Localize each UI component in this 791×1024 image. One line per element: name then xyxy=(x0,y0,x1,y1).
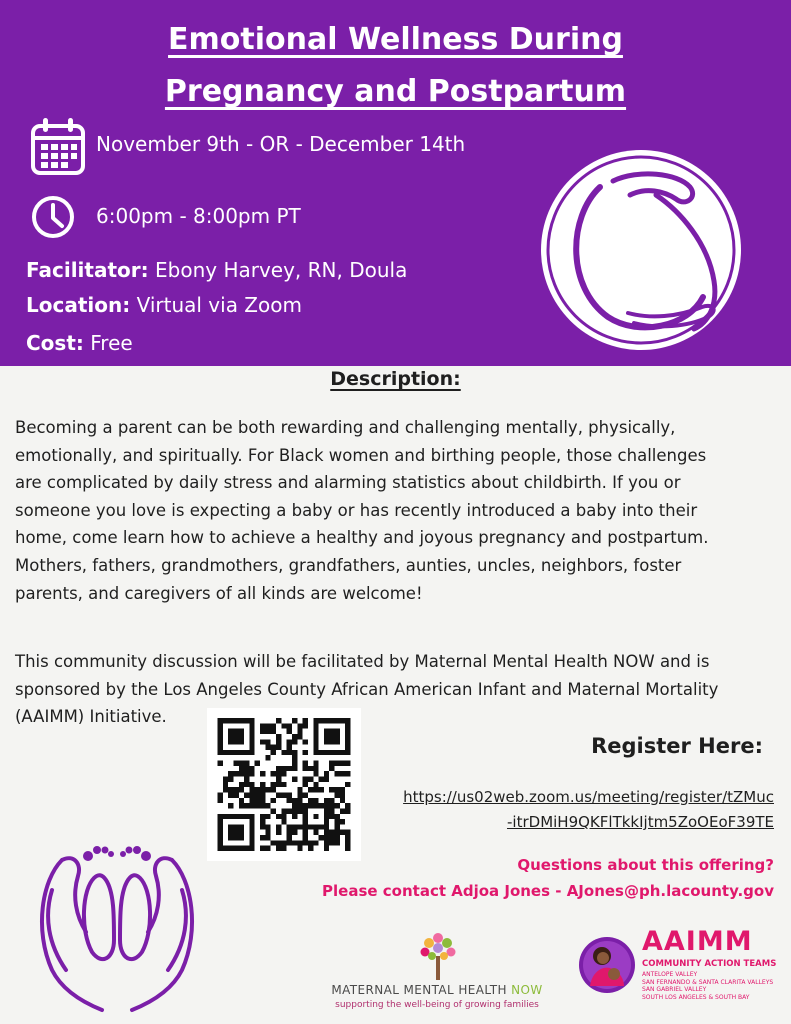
para2-line: This community discussion will be facilitated by Maternal Mental Health NOW and is xyxy=(15,652,710,671)
mmh-org-name: MATERNAL MENTAL HEALTH NOW xyxy=(331,983,543,997)
para1-line: parents, and caregivers of all kinds are welcome! xyxy=(15,583,423,603)
aaimm-title: AAIMM xyxy=(642,926,753,957)
title-line-1: Emotional Wellness During xyxy=(168,22,623,57)
mother-child-badge-icon xyxy=(578,934,636,996)
cost-label: Cost: xyxy=(26,331,84,355)
description-heading: Description: xyxy=(330,368,461,390)
aaimm-logo xyxy=(578,926,778,1022)
description-paragraph-2 xyxy=(15,648,783,731)
location-label: Location: xyxy=(26,293,131,317)
pregnant-belly-icon xyxy=(538,147,744,353)
aaimm-region: SAN GABRIEL VALLEY xyxy=(642,986,707,994)
location-value: Virtual via Zoom xyxy=(136,293,302,317)
title-line-2: Pregnancy and Postpartum xyxy=(164,74,627,109)
description-paragraph-1 xyxy=(15,414,783,607)
para1-line: Becoming a parent can be both rewarding and challenging mentally, physically, xyxy=(15,418,676,437)
para1-line: someone you love is expecting a baby or has recently introduced a baby into their xyxy=(15,500,698,520)
registration-link-line-1[interactable]: https://us02web.zoom.us/meeting/register/tZMuc xyxy=(403,788,774,806)
facilitator-value: Ebony Harvey, RN, Doula xyxy=(155,258,408,282)
event-header xyxy=(0,0,791,366)
questions-text: Questions about this offering? xyxy=(517,856,774,874)
event-dates: November 9th - OR - December 14th xyxy=(96,132,466,156)
para1-line: emotionally, and spiritually. For Black women and birthing people, those challenges xyxy=(15,445,707,465)
contact-text[interactable]: Please contact Adjoa Jones - AJones@ph.lacounty.gov xyxy=(322,882,774,900)
aaimm-region: ANTELOPE VALLEY xyxy=(642,971,698,978)
aaimm-region: SOUTH LOS ANGELES & SOUTH BAY xyxy=(642,993,750,1001)
registration-link-line-2[interactable]: -itrDMiH9QKFlTkkIjtm5ZoOEoF39TE xyxy=(507,813,774,831)
maternal-mental-health-now-logo xyxy=(312,930,562,1020)
aaimm-regions xyxy=(642,971,773,1001)
calendar-icon xyxy=(30,116,86,176)
para1-line: are complicated by daily stress and alarming statistics about childbirth. If you or xyxy=(15,473,681,493)
cost-value: Free xyxy=(90,331,133,355)
aaimm-subtitle: COMMUNITY ACTION TEAMS xyxy=(642,959,777,969)
para1-line: Mothers, fathers, grandmothers, grandfathers, aunties, uncles, neighbors, foster xyxy=(15,555,682,575)
mmh-tagline: supporting the well-being of growing families xyxy=(335,1000,539,1010)
register-heading: Register Here: xyxy=(591,734,763,758)
location-line xyxy=(26,293,302,317)
event-title xyxy=(0,14,791,118)
aaimm-region: SAN FERNANDO & SANTA CLARITA VALLEYS xyxy=(642,978,774,986)
registration-qr-code[interactable] xyxy=(207,708,361,861)
para1-line: home, come learn how to achieve a healthy and joyous pregnancy and postpartum. xyxy=(15,528,709,548)
tree-logo-icon xyxy=(420,930,456,982)
facilitator-label: Facilitator: xyxy=(26,258,149,282)
para2-line: sponsored by the Los Angeles County African American Infant and Maternal Mortality xyxy=(15,679,719,699)
facilitator-line xyxy=(26,258,407,282)
registration-link[interactable] xyxy=(403,785,774,835)
clock-icon xyxy=(30,194,76,240)
baby-feet-hands-icon xyxy=(22,820,212,1015)
event-time: 6:00pm - 8:00pm PT xyxy=(96,204,301,228)
para2-line: (AAIMM) Initiative. xyxy=(15,707,167,727)
cost-line xyxy=(26,331,133,355)
